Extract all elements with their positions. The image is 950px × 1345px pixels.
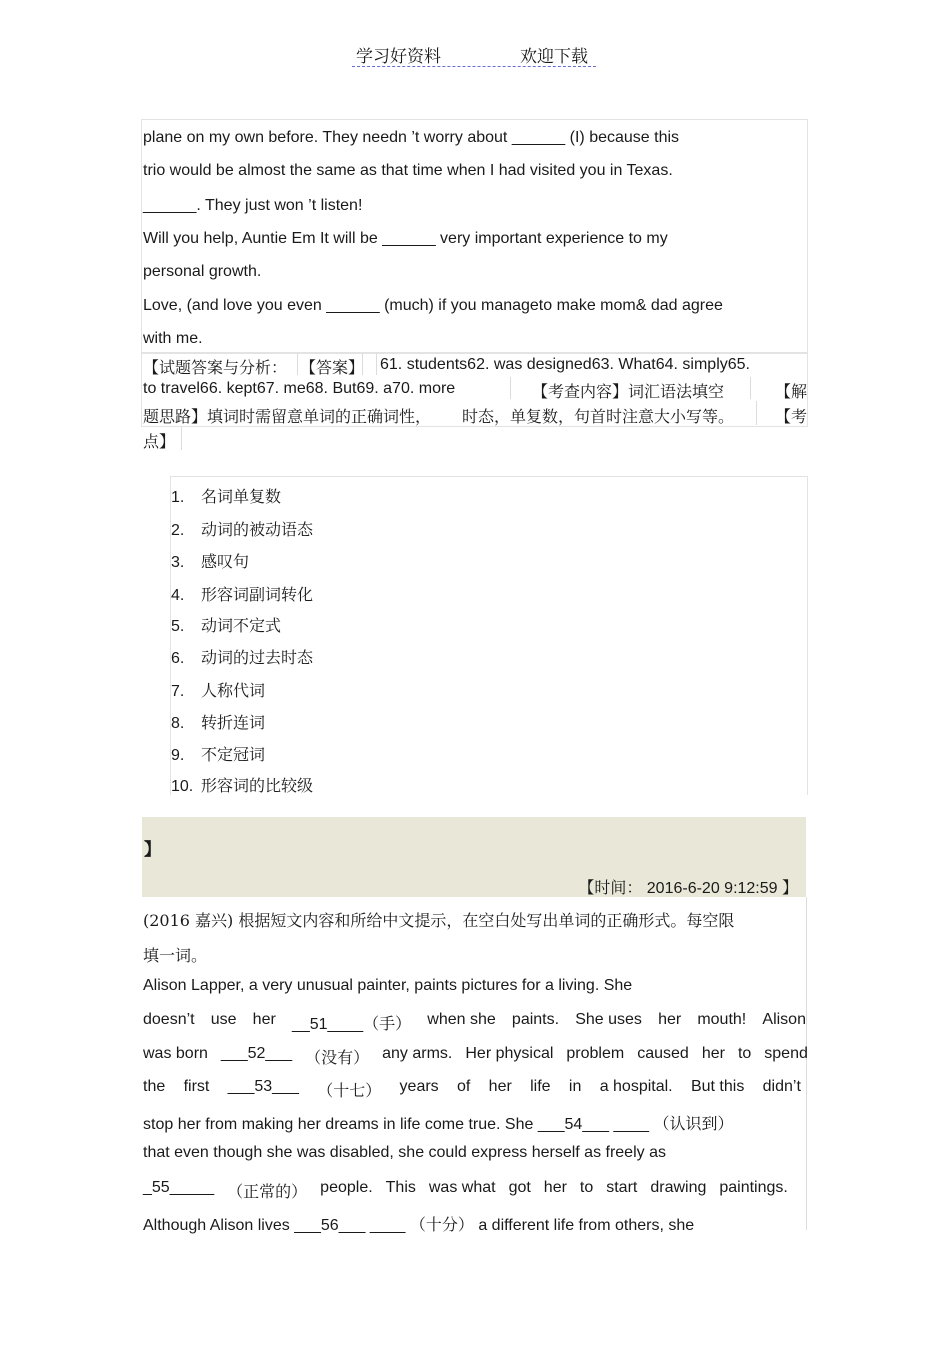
header-right-text: 欢迎下载 (520, 47, 588, 67)
list-item: 6. 动词的过去时态 (171, 648, 314, 667)
list-item: 9. 不定冠词 (171, 745, 266, 764)
letter-line-5: personal growth. (143, 263, 262, 280)
solution-text-1: 题思路】填词时需留意单词的正确词性， (143, 407, 432, 426)
letter-line-2: trio would be almost the same as that time when I had visited you in Texas. (143, 162, 673, 179)
exam-content: 【考查内容】词汇语法填空 (532, 382, 725, 401)
passage-intro-2: 填一词。 (143, 946, 208, 965)
blank-53: ___53___ (227, 1078, 299, 1095)
blank-55: _55_____ (143, 1179, 215, 1196)
list-item: 5. 动词不定式 (171, 616, 282, 635)
list-item: 8. 转折连词 (171, 713, 266, 732)
letter-line-4: Will you help, Auntie Em It will be ______ very important experience to my (143, 230, 668, 247)
letter-line-6: Love, (and love you even ______ (much) if you manageto make mom& dad agree (143, 297, 723, 314)
list-item: 7. 人称代词 (171, 681, 266, 700)
list-item: 10. 形容词的比较级 (171, 776, 314, 795)
passage-line-7: _55_____ （正常的） people. This was what got her to start drawing paintings. (143, 1179, 788, 1201)
page-header (352, 38, 596, 67)
list-item: 3. 感叹句 (171, 552, 250, 571)
passage-line-3: was born ___52___ （没有） any arms. Her physical problem caused her to spend (143, 1045, 808, 1067)
answer-label: 【试题答案与分析： (143, 358, 288, 377)
blank-51: __51____（手） (291, 1016, 412, 1033)
answer-key-label: 【答案】 (300, 358, 365, 377)
list-item: 2. 动词的被动语态 (171, 520, 314, 539)
list-item: 4. 形容词副词转化 (171, 585, 314, 604)
timestamp: 【时间： 2016-6-20 9:12:59 】 (578, 880, 798, 897)
letter-line-7: with me. (143, 330, 203, 347)
passage-line-2: doesn’t use her __51____（手） when she paints. She uses her mouth! Alison (143, 1011, 806, 1033)
blank-52: ___52___ (220, 1045, 293, 1062)
passage-line-1: Alison Lapper, a very unusual painter, paints pictures for a living. She (143, 977, 633, 994)
passage-line-6: that even though she was disabled, she could express herself as freely as (143, 1144, 666, 1161)
letter-line-3: ______. They just won ’t listen! (143, 197, 363, 214)
points-label-end: 点】 (143, 432, 176, 451)
passage-intro-1: (2016 嘉兴) 根据短文内容和所给中文提示，在空白处写出单词的正确形式。每空限 (143, 911, 735, 930)
passage-line-5: stop her from making her dreams in life come true. She ___54___ ____ （认识到） (143, 1116, 734, 1133)
points-label-start: 【考 (775, 407, 808, 426)
answer-key-values-2: to travel66. kept67. me68. But69. a70. more (143, 380, 456, 397)
list-item: 1. 名词单复数 (171, 487, 282, 506)
timestamp-band (142, 817, 806, 897)
band-bracket: 】 (144, 840, 161, 860)
solution-label-start: 【解 (775, 382, 808, 401)
letter-line-1: plane on my own before. They needn ’t worry about ______ (I) because this (143, 129, 680, 146)
solution-text-2: 时态，单复数，句首时注意大小写等。 (462, 407, 735, 426)
passage-line-4: the first ___53___ （十七） years of her life in a hospital. But this didn’t (143, 1078, 801, 1100)
header-left-text: 学习好资料 (356, 47, 441, 67)
answer-key-values-1: 61. students62. was designed63. What64. simply65. (380, 356, 750, 373)
passage-line-8: Although Alison lives ___56___ ____ （十分） a different life from others, she (143, 1217, 695, 1234)
